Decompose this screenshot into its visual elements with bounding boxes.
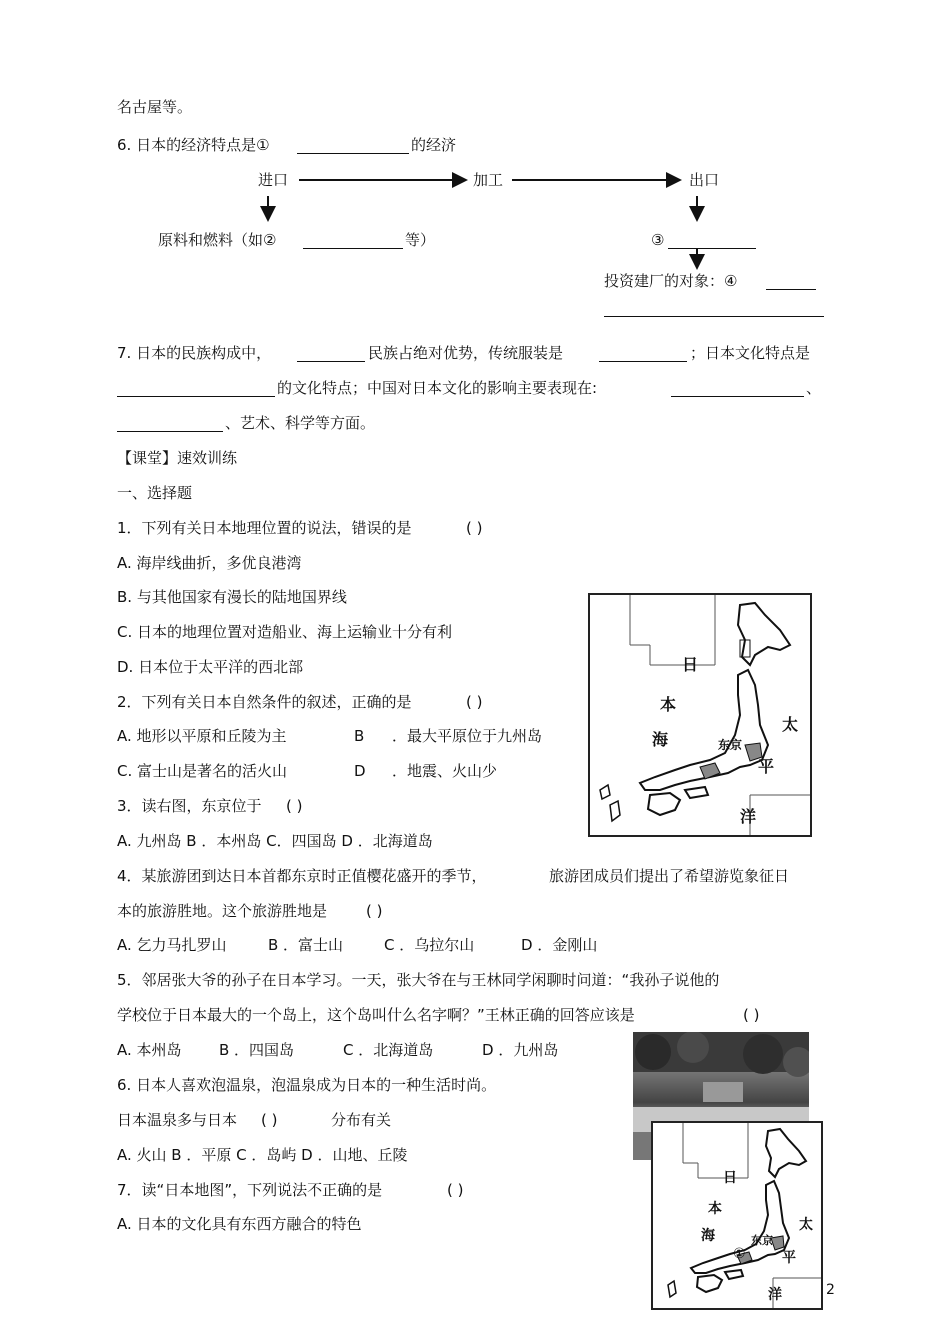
q7-blank-2[interactable] [599,361,687,362]
q2-option-b-text[interactable]: ．最大平原位于九州岛 [392,727,543,745]
q5-paren: ( ) [743,1006,760,1024]
map2-sea-char-1: 日 [723,1170,737,1186]
flow-circle-3: ③ [651,231,665,249]
q4-stem: 4．某旅游团到达日本首都东京时正值樱花盛开的季节， [117,867,487,885]
japan-map-2 [651,1121,823,1310]
flow-process: 加工 [473,171,504,189]
q1-option-d[interactable]: D. 日本位于太平洋的西北部 [117,658,304,676]
q6-paren: ( ) [261,1111,278,1129]
q6-blank-3[interactable] [668,248,756,249]
q7-line1-c: ；日本文化特点是 [690,344,811,362]
map2-ocean-char-1: 太 [799,1217,813,1233]
map2-marker-1: ① [733,1246,746,1262]
q6-blank-2[interactable] [303,248,403,249]
map1-sea-char-2: 本 [660,695,677,714]
map1-city-label: 东京 [718,738,743,752]
q7-line3-a: 、艺术、科学等方面。 [225,414,376,432]
map2-sea-char-3: 海 [701,1228,715,1244]
flow-invest: 投资建厂的对象：④ [604,272,738,290]
q1-stem: 1．下列有关日本地理位置的说法，错误的是 [117,519,412,537]
q3-options[interactable]: A. 九州岛 B ．本州岛 C．四国岛 D ．北海道岛 [117,832,433,850]
map1-ocean-char-3: 洋 [740,807,757,826]
q6-blank-4b[interactable] [604,316,824,317]
q5-stem-2: 学校位于日本最大的一个岛上，这个岛叫什么名字啊？”王林正确的回答应该是 [117,1006,635,1024]
japan-map-1-drawing [590,595,810,835]
q7-line2-a: 的文化特点；中国对日本文化的影响主要表现在: [277,379,598,397]
q7-stem: 7．读“日本地图”，下列说法不正确的是 [117,1181,383,1199]
q4-option-a[interactable]: A. 乞力马扎罗山 [117,936,227,954]
q4-stem-3: 本的旅游胜地。这个旅游胜地是 [117,902,328,920]
q4-option-d[interactable]: D ．金刚山 [521,936,598,954]
q5-option-c[interactable]: C ．北海道岛 [343,1041,434,1059]
map2-ocean-char-2: 平 [782,1250,796,1266]
map1-ocean-char-2: 平 [758,757,775,776]
q5-option-b[interactable]: B ．四国岛 [219,1041,295,1059]
flow-arrows [0,0,950,330]
q6-stem: 6. 日本人喜欢泡温泉，泡温泉成为日本的一种生活时尚。 [117,1076,497,1094]
intro-tail: 名古屋等。 [117,98,193,116]
q4-option-b[interactable]: B ．富士山 [268,936,344,954]
map1-sea-char-3: 海 [652,730,669,749]
q7-blank-5[interactable] [117,431,223,432]
q2-paren: ( ) [466,693,483,711]
q2-option-b-letter[interactable]: B [354,727,365,745]
q2-option-d-text[interactable]: ．地震、火山少 [392,762,498,780]
q6-options[interactable]: A. 火山 B ．平原 C ．岛屿 D ．山地、丘陵 [117,1146,408,1164]
page-number: 2 [826,1282,835,1298]
q2-stem: 2．下列有关日本自然条件的叙述，正确的是 [117,693,412,711]
q2-option-c[interactable]: C. 富士山是著名的活火山 [117,762,288,780]
map1-ocean-char-1: 太 [782,715,799,734]
map2-sea-char-2: 本 [708,1201,722,1217]
q5-option-d[interactable]: D ．九州岛 [482,1041,559,1059]
map2-city-label: 东京 [751,1234,773,1247]
q7-option-a[interactable]: A. 日本的文化具有东西方融合的特色 [117,1215,362,1233]
q1-option-c[interactable]: C. 日本的地理位置对造船业、海上运输业十分有利 [117,623,453,641]
flow-materials-suffix: 等） [405,231,436,249]
q7-line2-b: 、 [806,379,822,397]
q6-suffix: 的经济 [411,136,457,154]
q6-stem-2: 日本温泉多与日本 [117,1111,238,1129]
q6-blank-4a[interactable] [766,289,816,290]
q4-paren: ( ) [366,902,383,920]
q5-stem: 5．邻居张大爷的孙子在日本学习。一天，张大爷在与王林同学闲聊时问道：“我孙子说他的 [117,971,720,989]
q2-option-d-letter[interactable]: D [354,762,366,780]
q7-line1-a: 7. 日本的民族构成中， [117,344,272,362]
section-title: 【课堂】速效训练 [117,449,238,467]
flow-export: 出口 [689,171,720,189]
q4-option-c[interactable]: C ．乌拉尔山 [384,936,475,954]
q7-blank-1[interactable] [297,361,365,362]
map1-sea-char-1: 日 [682,655,699,674]
q5-option-a[interactable]: A. 本州岛 [117,1041,182,1059]
q6-stem-3: 分布有关 [331,1111,392,1129]
q1-paren: ( ) [466,519,483,537]
japan-map-1 [588,593,812,837]
flow-import: 进口 [258,171,289,189]
q3-stem: 3．读右图，东京位于 [117,797,262,815]
q7-paren: ( ) [447,1181,464,1199]
q1-option-a[interactable]: A. 海岸线曲折，多优良港湾 [117,554,302,572]
q7-blank-4[interactable] [671,396,804,397]
q4-stem-2: 旅游团成员们提出了希望游览象征日 [549,867,790,885]
map2-ocean-char-3: 洋 [768,1287,782,1303]
q7-blank-3[interactable] [117,396,275,397]
q7-line1-b: 民族占绝对优势，传统服装是 [368,344,564,362]
q2-option-a[interactable]: A. 地形以平原和丘陵为主 [117,727,287,745]
flow-materials-prefix: 原料和燃料（如② [158,231,277,249]
q3-paren: ( ) [286,797,303,815]
japan-map-2-drawing [653,1123,821,1308]
q6-prefix: 6. 日本的经济特点是① [117,136,270,154]
subsection-title: 一、选择题 [117,484,193,502]
q1-option-b[interactable]: B. 与其他国家有漫长的陆地国界线 [117,588,347,606]
